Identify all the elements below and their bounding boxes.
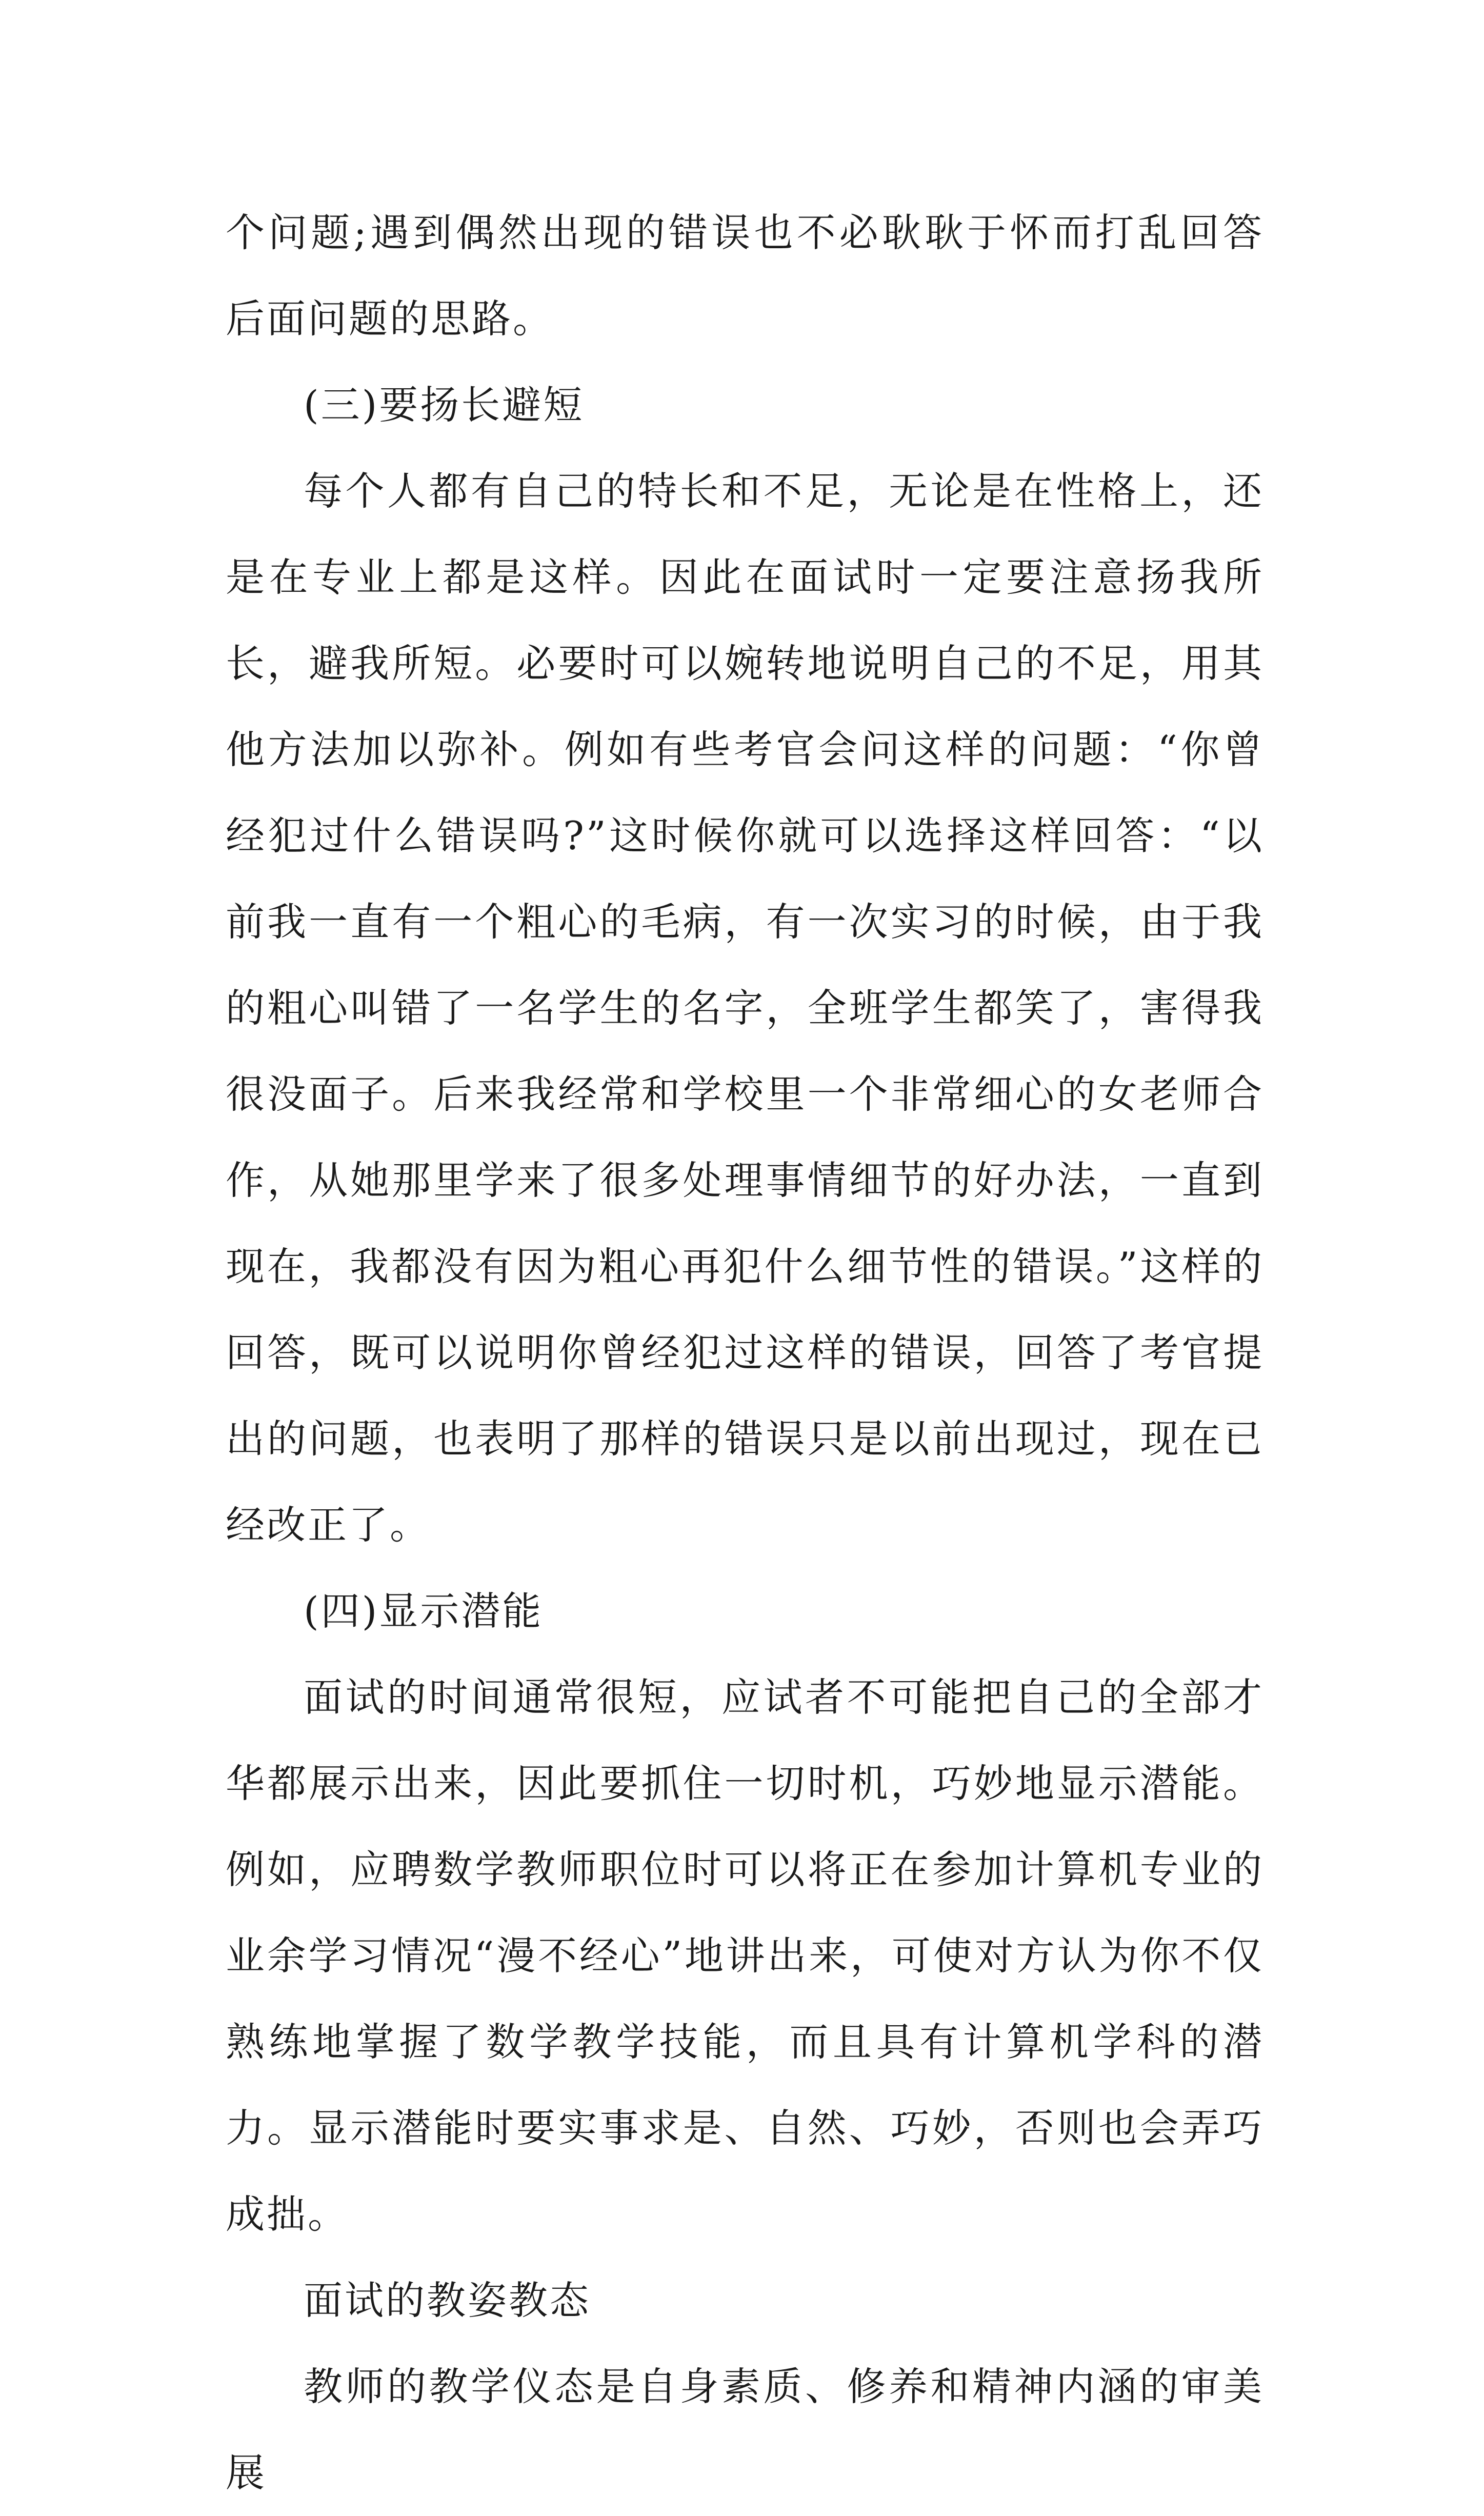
section-heading-4: (四)显示潜能 [304,1588,544,1634]
section-heading-teaching-posture: 面试的教姿教态 [304,2278,591,2323]
paragraph-continuation: 个问题;遇到偶然出现的错误也不必耿耿于怀而打乱回答后面问题的思路。 [226,210,1264,342]
section-heading-3: (三)要扬长避短 [304,382,585,428]
paragraph-body: 面试的时间通常很短，应试者不可能把自己的全部才华都展示出来，因此要抓住一切时机，巧妙地显示潜能。例如，应聘数学教师职位时可以将正在参加计算机专业的业余学习情况“漫不经心”地讲出来，可使对方认为你不仅熟练地掌握了数学教学技能，而且具有计算机学科的潜力。显示潜能时要实事求是、自然、巧妙，否则也会弄巧成拙。 [226,1674,1264,2237]
paragraph-body: 每个人都有自己的特长和不足，无论是在性格上，还是在专业上都是这样。因此在面试时一定要注意扬我所长，避我所短。必要时可以婉转地说明自己的不足，用其他方法加以弥补。例如有些考官会问这样的问题：“你曾经犯过什么错误吗?”这时候你就可以选择这样回答：“以前我一直有一个粗心的毛病，有一次实习的时候，由于我的粗心叫错了一名学生的名字，全班学生都笑了，害得我很没面子。后来我经常和学校里一个非常细心的女老师合作，从她那里学来了很多处理事情细节的好办法，一直到现在，我都没有因为粗心再犯什么细节性的错误。”这样的回答，既可以说明你曾经犯过这样的错误，回答了考官提出的问题，也表明了那样的错误只是以前出现过，现在已经改正了。 [226,468,1264,1548]
document-body [226,190,1264,2516]
paragraph-body: 教师的教学仪态是自身素质、修养和精神内涵的审美展 [226,2364,1264,2495]
